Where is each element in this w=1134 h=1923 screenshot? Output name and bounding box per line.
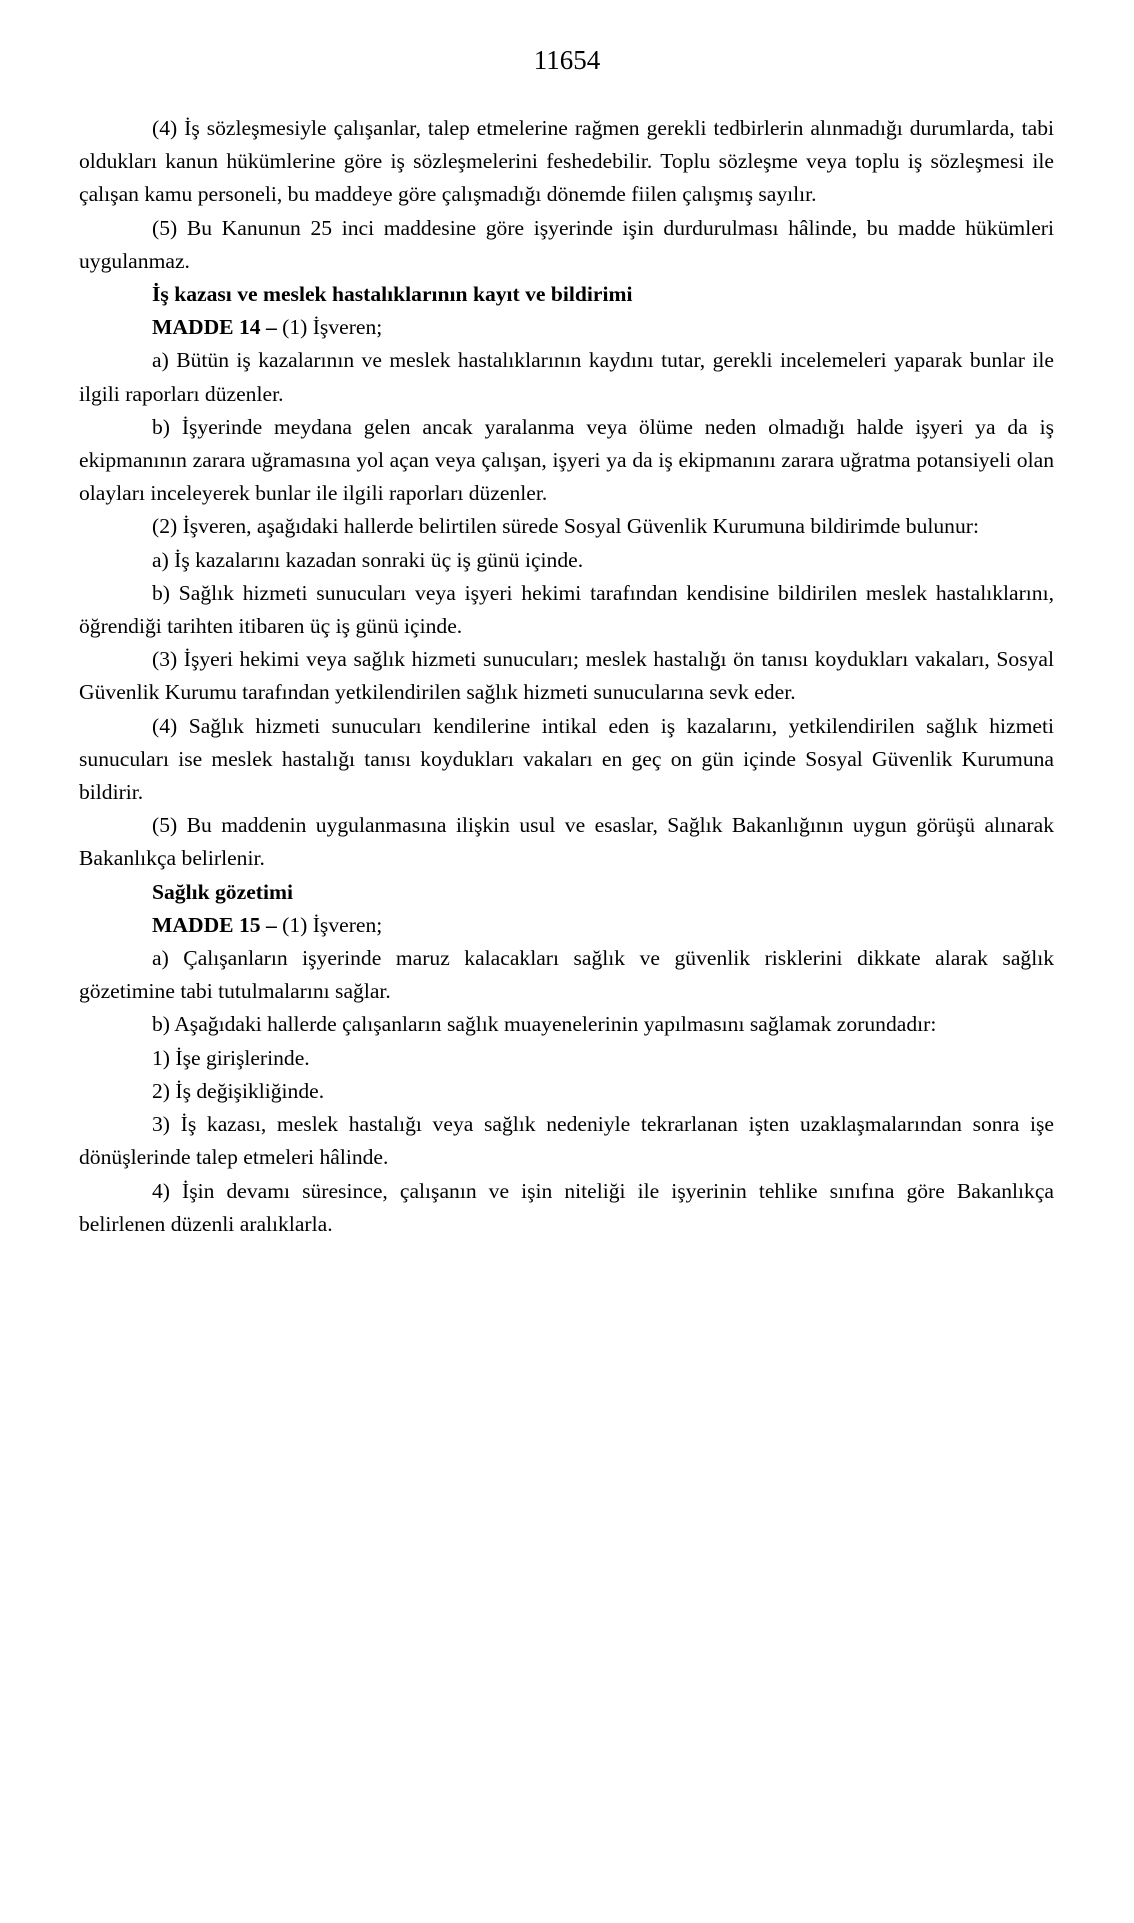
article-text: (1) İşveren; [276, 912, 383, 937]
article-text: (1) İşveren; [276, 315, 383, 340]
page-number: 11654 [533, 45, 601, 75]
paragraph: a) Çalışanların işyerinde maruz kalacakları sağlık ve güvenlik risklerini dikkate alarak sağlık gözetimine tabi tutulmalarını sağlar. [79, 946, 1054, 1004]
article-line [79, 909, 1054, 942]
paragraph: b) Aşağıdaki hallerde çalışanların sağlık muayenelerinin yapılmasını sağlamak zorundadır: [152, 1012, 937, 1037]
page-content [79, 112, 1054, 1241]
paragraph: 3) İş kazası, meslek hastalığı veya sağlık nedeniyle tekrarlanan işten uzaklaşmalarından sonra işe dönüşlerinde talep etmeleri hâlinde. [79, 1112, 1054, 1170]
paragraph: b) İşyerinde meydana gelen ancak yaralanma veya ölüme neden olmadığı halde işyeri ya da iş ekipmanının zarara uğramasına yol açan veya çalışan, işyeri ya da iş ekipmanını zarara uğratma potansiyeli olan olayları inceleyerek bunlar ile ilgili raporları düzenler. [79, 414, 1054, 506]
section-heading: Sağlık gözetimi [152, 879, 293, 904]
paragraph: b) Sağlık hizmeti sunucuları veya işyeri hekimi tarafından kendisine bildirilen meslek hastalıklarını, öğrendiği tarihten itibaren üç iş günü içinde. [79, 580, 1054, 639]
paragraph: (2) İşveren, aşağıdaki hallerde belirtilen sürede Sosyal Güvenlik Kurumuna bildirimde bulunur: [152, 514, 979, 539]
article-label: MADDE 14 – [152, 315, 277, 340]
paragraph: 2) İş değişikliğinde. [152, 1078, 325, 1103]
paragraph: (4) İş sözleşmesiyle çalışanlar, talep etmelerine rağmen gerekli tedbirlerin alınmadığı durumlarda, tabi oldukları kanun hükümlerine göre iş sözleşmelerini feshedebilir. Toplu sözleşme veya toplu iş sözleşmesi ile çalışan kamu personeli, bu maddeye göre çalışmadığı dönemde fiilen çalışmış sayılır. [79, 116, 1054, 207]
paragraph: (5) Bu maddenin uygulanmasına ilişkin usul ve esaslar, Sağlık Bakanlığının uygun görüşü alınarak Bakanlıkça belirlenir. [79, 813, 1054, 871]
paragraph: 1) İşe girişlerinde. [152, 1045, 310, 1070]
paragraph: 4) İşin devamı süresince, çalışanın ve işin niteliği ile işyerinin tehlike sınıfına göre Bakanlıkça belirlenen düzenli aralıklarla. [79, 1178, 1054, 1236]
paragraph: (4) Sağlık hizmeti sunucuları kendilerine intikal eden iş kazalarını, yetkilendirilen sağlık hizmeti sunucuları ise meslek hastalığı tanısı koydukları vakaları en geç on gün içinde Sosyal Güvenlik Kurumuna bildirir. [79, 713, 1054, 805]
paragraph: a) Bütün iş kazalarının ve meslek hastalıklarının kaydını tutar, gerekli incelemeleri yaparak bunlar ile ilgili raporları düzenler. [79, 348, 1054, 406]
article-line [79, 311, 1054, 344]
paragraph: (5) Bu Kanunun 25 inci maddesine göre işyerinde işin durdurulması hâlinde, bu madde hükümleri uygulanmaz. [79, 215, 1054, 273]
paragraph: (3) İşyeri hekimi veya sağlık hizmeti sunucuları; meslek hastalığı ön tanısı koydukları vakaları, Sosyal Güvenlik Kurumu tarafından yetkilendirilen sağlık hizmeti sunucularına sevk eder. [79, 647, 1054, 705]
paragraph: a) İş kazalarını kazadan sonraki üç iş günü içinde. [152, 547, 584, 572]
section-heading: İş kazası ve meslek hastalıklarının kayıt ve bildirimi [152, 282, 633, 307]
article-label: MADDE 15 – [152, 912, 277, 937]
